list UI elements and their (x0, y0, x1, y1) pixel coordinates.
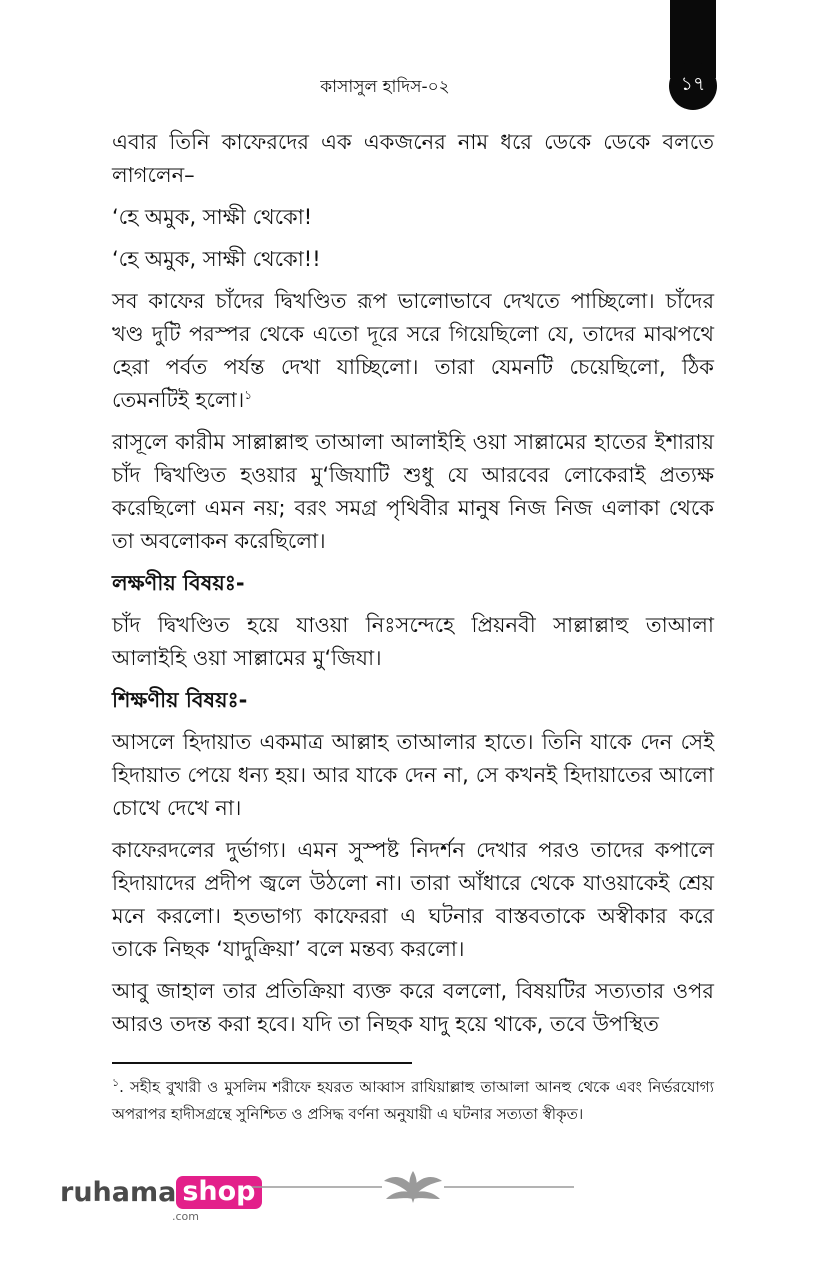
paragraph-text: সব কাফের চাঁদের দ্বিখণ্ডিত রূপ ভালোভাবে দেখতে পাচ্ছিলো। চাঁদের খণ্ড দুটি পরস্পর থেকে এতো দূরে সরে গিয়েছিলো যে, তাদের মাঝপথে হেরা পর্বত পর্যন্ত দেখা যাচ্ছিলো। তারা যেমনটি চেয়েছিলো, ঠিক তেমনটিই হলো। (112, 289, 714, 412)
page-body (112, 126, 714, 1050)
footnote-text: . সহীহ বুখারী ও মুসলিম শরীফে হযরত আব্বাস রাযিয়াল্লাহু তাআলা আনহু থেকে এবং নির্ভরযোগ্য অপরাপর হাদীসগ্রন্থে সুনিশ্চিত ও প্রসিদ্ধ বর্ণনা অনুযায়ী এ ঘটনার সত্যতা স্বীকৃত। (112, 1078, 714, 1123)
section-heading: শিক্ষণীয় বিষয়ঃ- (112, 688, 248, 712)
quote-line: ‘হে অমুক, সাক্ষী থেকো! (112, 205, 313, 229)
paragraph: রাসূলে কারীম সাল্লাল্লাহু তাআলা আলাইহি ওয়া সাল্লামের হাতের ইশারায় চাঁদ দ্বিখণ্ডিত হওয়ার মু‘জিযাটি শুধু যে আরবের লোকেরাই প্রত্যক্ষ করেছিলো এমন নয়; বরং সমগ্র পৃথিবীর মানুষ নিজ নিজ এলাকা থেকে তা অবলোকন করেছিলো। (112, 430, 714, 553)
footnote-divider (112, 1062, 412, 1064)
running-head: কাসাসুল হাদিস-০২ (320, 77, 450, 97)
paragraph: আসলে হিদায়াত একমাত্র আল্লাহ তাআলার হাতে। তিনি যাকে দেন সেই হিদায়াত পেয়ে ধন্য হয়। আর যাকে দেন না, সে কখনই হিদায়াতের আলো চোখে দেখে না। (112, 730, 714, 820)
logo-domain: .com (172, 1210, 199, 1223)
footnote-reference[interactable]: ১ (244, 388, 253, 402)
paragraph: কাফেরদলের দুর্ভাগ্য। এমন সুস্পষ্ট নিদর্শন দেখার পরও তাদের কপালে হিদায়াদের প্রদীপ জ্বলে উঠলো না। তারা আঁধারে থেকে যাওয়াকেই শ্রেয় মনে করলো। হতভাগ্য কাফেররা এ ঘটনার বাস্তবতাকে অস্বীকার করে তাকে নিছক ‘যাদুক্রিয়া’ বলে মন্তব্য করলো। (112, 838, 714, 961)
ruhamashop-logo (60, 1176, 262, 1223)
paragraph: চাঁদ দ্বিখণ্ডিত হয়ে যাওয়া নিঃসন্দেহে প্রিয়নবী সাল্লাল্লাহু তাআলা আলাইহি ওয়া সাল্লামের মু‘জিযা। (112, 613, 714, 670)
quote-line: ‘হে অমুক, সাক্ষী থেকো!! (112, 247, 321, 271)
ornament-divider-icon (252, 1167, 574, 1207)
footnote (112, 1074, 714, 1128)
footnote-mark: ১ (112, 1076, 120, 1089)
paragraph (112, 285, 714, 417)
paragraph: এবার তিনি কাফেরদের এক একজনের নাম ধরে ডেকে ডেকে বলতে লাগলেন– (112, 130, 714, 187)
paragraph: আবু জাহাল তার প্রতিক্রিয়া ব্যক্ত করে বললো, বিষয়টির সত্যতার ওপর আরও তদন্ত করা হবে। যদি তা নিছক যাদু হয়ে থাকে, তবে উপস্থিত (112, 979, 714, 1036)
logo-brand: ruhama (60, 1177, 177, 1208)
section-heading: লক্ষণীয় বিষয়ঃ- (112, 571, 245, 595)
page-number: ১৭ (669, 62, 717, 110)
logo-shop: shop (176, 1176, 261, 1209)
